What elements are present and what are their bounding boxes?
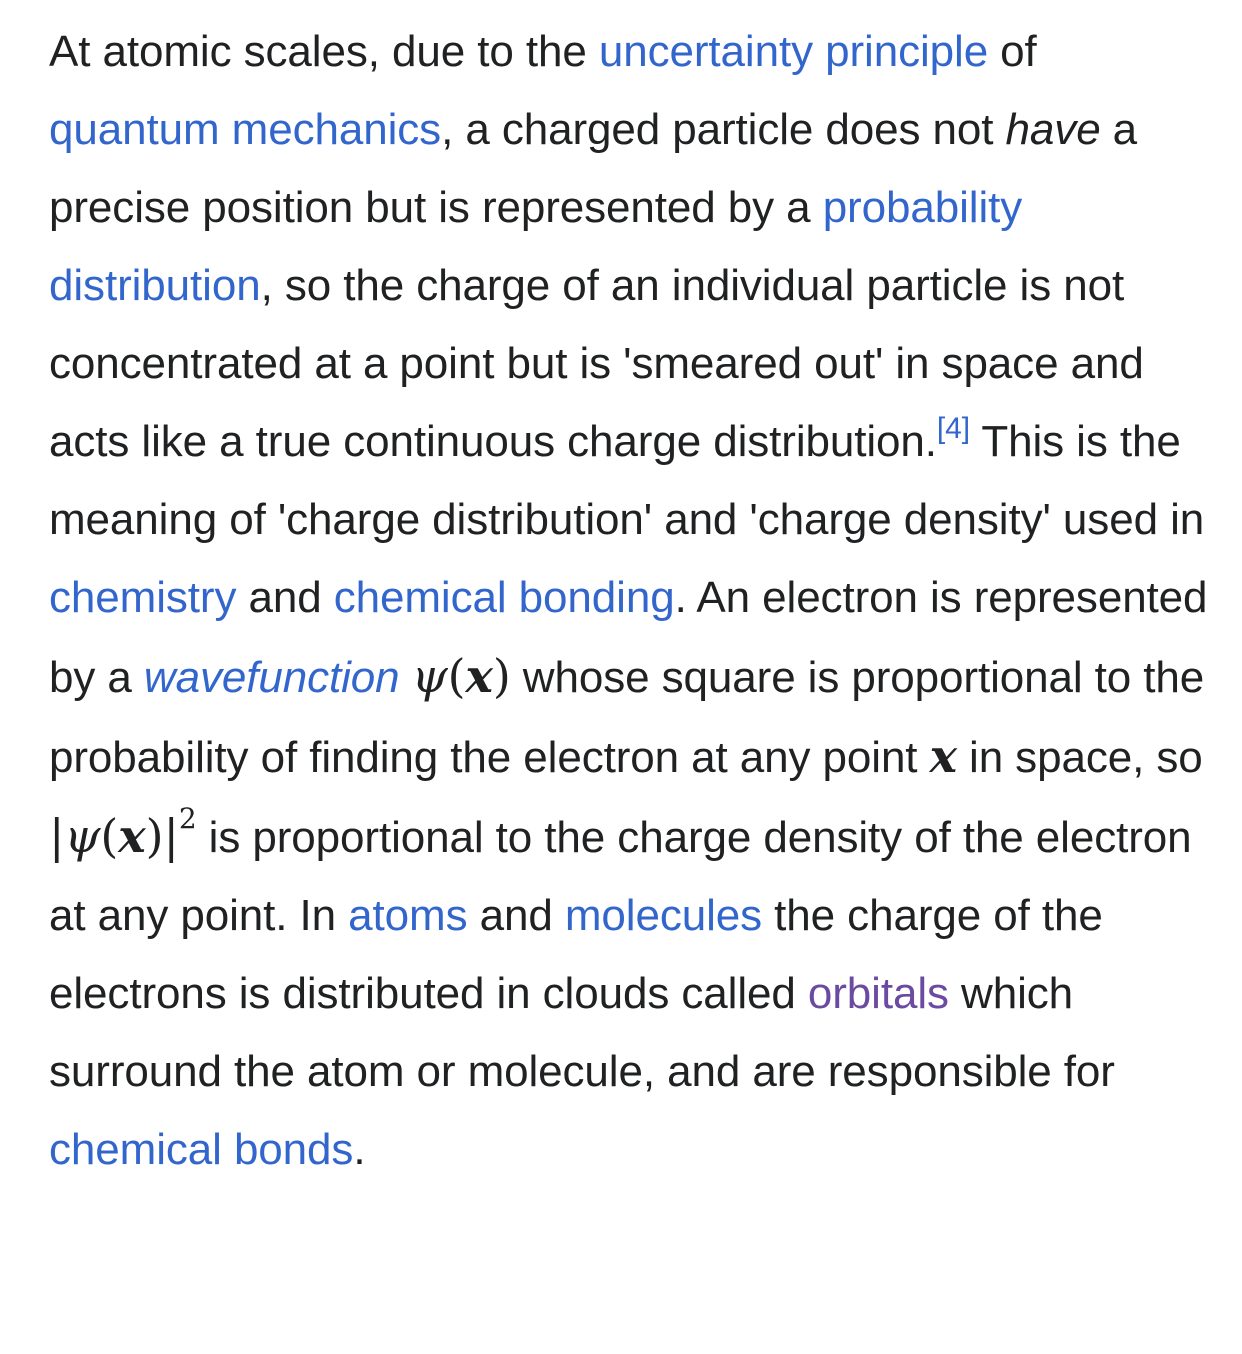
math-abs-psi-squared: [49, 802, 197, 863]
link-orbitals[interactable]: orbitals: [807, 969, 949, 1018]
link-uncertainty-principle[interactable]: uncertainty principle: [598, 27, 989, 76]
text-segment: and: [236, 573, 334, 622]
math-exponent: 2: [178, 802, 197, 835]
math-psi-of-x: [412, 649, 511, 703]
text-segment: a precise position but is represented by a: [49, 105, 1138, 232]
math-lparen: (: [100, 809, 119, 863]
link-wavefunction[interactable]: wavefunction: [143, 653, 400, 702]
link-atoms[interactable]: atoms: [348, 891, 468, 940]
link-chemical-bonding[interactable]: chemical bonding: [333, 573, 675, 622]
math-x: x: [118, 809, 146, 863]
text-segment: At atomic scales, due to the: [49, 27, 599, 76]
math-psi: ψ: [411, 649, 448, 703]
link-quantum-mechanics[interactable]: quantum mechanics: [49, 105, 442, 154]
math-lparen: (: [447, 649, 466, 703]
text-segment: , so the charge of an individual particle is not concentrated at a point but is 'smeared out' in space and acts like a true continuous charge distribution.: [49, 261, 1144, 466]
article-body: [49, 0, 1209, 1189]
text-segment: which surround the atom or molecule, and are responsible for: [49, 969, 1115, 1096]
text-segment: of: [988, 27, 1037, 76]
text-segment: is proportional to the charge density of the electron at any point. In: [49, 813, 1192, 940]
text-segment: . An electron is represented by a: [49, 573, 1208, 702]
link-probability-distribution[interactable]: probability distribution: [49, 183, 1023, 310]
emphasis-have: have: [1005, 105, 1101, 154]
math-x: x: [929, 729, 957, 783]
paragraph: [49, 13, 1209, 1189]
math-rparen: ): [145, 809, 164, 863]
link-molecules[interactable]: molecules: [564, 891, 763, 940]
math-bar-left: |: [49, 809, 65, 863]
text-segment: whose square is proportional to the probability of finding the electron at any point: [49, 653, 1205, 782]
link-chemistry[interactable]: chemistry: [49, 573, 237, 622]
math-bar-right: |: [163, 809, 179, 863]
math-psi: ψ: [64, 809, 101, 863]
text-segment: .: [353, 1125, 366, 1174]
text-segment: the charge of the electrons is distributed in clouds called: [49, 891, 1103, 1018]
text-segment: , a charged particle does not: [441, 105, 1006, 154]
math-point-x: [930, 729, 957, 783]
math-x: x: [465, 649, 493, 703]
link-chemical-bonds[interactable]: chemical bonds: [49, 1125, 354, 1174]
math-rparen: ): [492, 649, 511, 703]
text-segment: This is the meaning of 'charge distribution' and 'charge density' used in: [49, 417, 1205, 544]
text-segment: and: [467, 891, 565, 940]
citation-ref-4[interactable]: [4]: [936, 412, 970, 445]
text-segment: in space, so: [956, 733, 1203, 782]
